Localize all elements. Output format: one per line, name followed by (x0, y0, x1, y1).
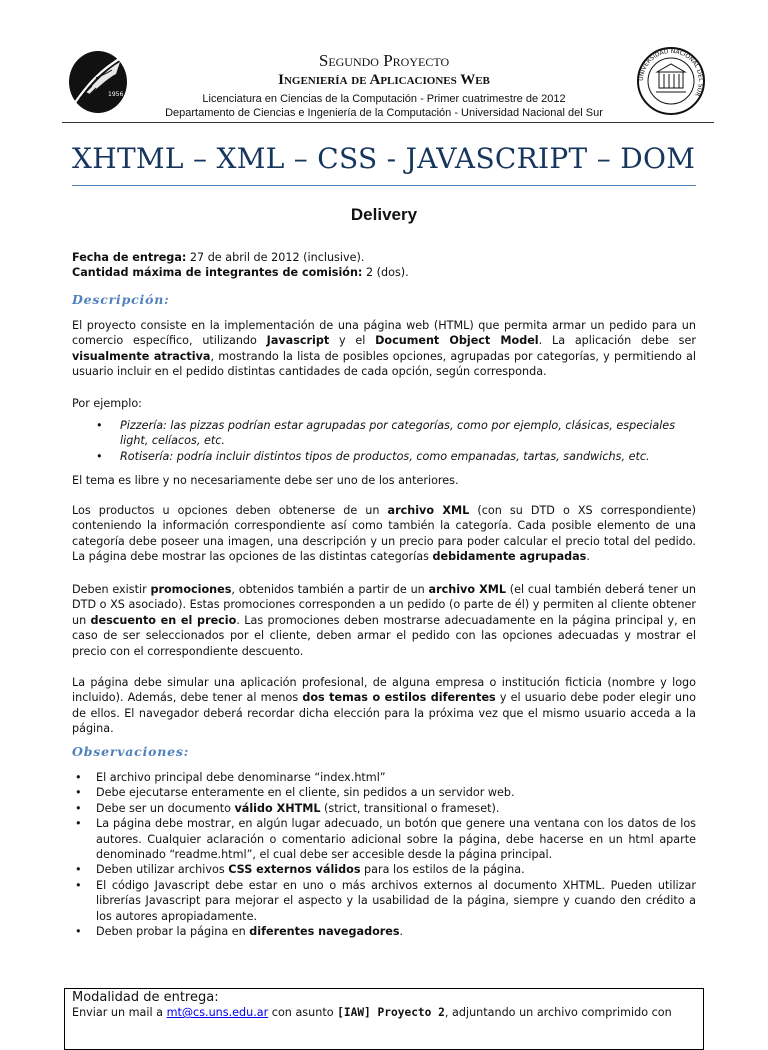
email-link[interactable]: mt@cs.uns.edu.ar (166, 1006, 269, 1019)
list-item: • Deben probar la página en diferentes navegadores. (72, 924, 696, 939)
example-list (72, 418, 696, 464)
paragraph-promociones: Deben existir promociones, obtenidos también a partir de un archivo XML (el cual también deberá tener un DTD o XS asociado). Estas promociones corresponden a un pedido (o parte de él) y permiten al cliente obtener un descuento en el precio. Las promociones deben mostrarse adecuadamente en la página principal y, en caso de ser seleccionados por el cliente, deben armar el pedido con las opciones adecuadas y mostrar el precio con el correspondiente descuento. (72, 583, 697, 658)
page-title: XHTML – XML – CSS - JAVASCRIPT – DOM (72, 142, 696, 175)
list-item: • El archivo principal debe denominarse “index.html” (72, 770, 696, 785)
list-item: • Debe ser un documento válido XHTML (strict, transitional o frameset). (72, 801, 696, 816)
header-divider (62, 122, 714, 123)
paragraph-intro: El proyecto consiste en la implementación de una página web (HTML) que permita armar un pedido para un comercio específico, utilizando Javascript y el Document Object Model. La aplicación debe ser visualmente atractiva, mostrando la lista de posibles opciones, agrupadas por categorías, y permitiendo al usuario incluir en el pedido distintas cantidades de cada opción, según corresponda. (72, 319, 696, 379)
delivery-heading: Modalidad de entrega: (72, 990, 219, 1005)
document-subtitle: Delivery (350, 205, 418, 224)
title-underline (72, 185, 696, 186)
logo-year: 1956 (108, 91, 124, 98)
seal-text: UNIVERSIDAD NACIONAL DEL SUR (637, 47, 705, 98)
list-item: • Rotisería: podría incluir distintos tipos de productos, como empanadas, tartas, sandwichs, etc. (72, 449, 696, 464)
meta-block (72, 250, 696, 281)
delivery-text: Enviar un mail a mt@cs.uns.edu.ar con asunto [IAW] Proyecto 2, adjuntando un archivo comprimido con (72, 1006, 672, 1019)
paragraph-tema: El tema es libre y no necesariamente debe ser uno de los anteriores. (72, 474, 459, 487)
example-label: Por ejemplo: (72, 397, 142, 410)
department-line: Departamento de Ciencias e Ingeniería de la Computación - Universidad Nacional del Sur (165, 107, 603, 119)
team-size: Cantidad máxima de integrantes de comisión: 2 (dos). (72, 266, 409, 280)
course-name: Ingeniería de Aplicaciones Web (278, 72, 490, 88)
list-item: • La página debe mostrar, en algún lugar adecuado, un botón que genere una ventana con los datos de los autores. Cualquier aclaración o comentario adicional sobre la página, debe hacerse en un html aparte denominado “readme.html”, el cual debe ser accesible desde la página principal. (72, 816, 696, 862)
list-item: • Pizzería: las pizzas podrían estar agrupadas por categorías, como por ejemplo, clásicas, especiales light, celíacos, etc. (72, 418, 696, 449)
degree-line: Licenciatura en Ciencias de la Computación - Primer cuatrimestre de 2012 (202, 93, 566, 105)
observations-list (72, 770, 696, 939)
list-item: • Deben utilizar archivos CSS externos válidos para los estilos de la página. (72, 862, 696, 877)
list-item: • Debe ejecutarse enteramente en el cliente, sin pedidos a un servidor web. (72, 785, 696, 800)
paragraph-temas: La página debe simular una aplicación profesional, de alguna empresa o institución ficticia (nombre y logo incluido). Además, debe tener al menos dos temas o estilos diferentes y el usuario debe poder elegir uno de ellos. El navegador deberá recordar dicha elección para la próxima vez que el mismo usuario acceda a la página. (72, 676, 696, 736)
paragraph-xml: Los productos u opciones deben obtenerse de un archivo XML (con su DTD o XS correspondiente) conteniendo la información correspondiente así como también la categoría. Cada posible elemento de una categoría debe poseer una imagen, una descripción y un precio para poder calcular el precio total del pedido. La página debe mostrar las opciones de las distintas categorías debidamente agrupadas. (72, 504, 696, 564)
project-number: Segundo Proyecto (318, 51, 450, 70)
list-item: • El código Javascript debe estar en uno o más archivos externos al documento XHTML. Pueden utilizar librerías Javascript para mejorar el aspecto y la usabilidad de la página, siempre y cuando den crédito a los autores apropiadamente. (72, 878, 696, 924)
section-heading-descripcion: Descripción: (72, 292, 170, 307)
due-date: Fecha de entrega: 27 de abril de 2012 (inclusive). (72, 251, 365, 264)
mail-subject: [IAW] Proyecto 2 (337, 1006, 445, 1019)
section-heading-observaciones: Observaciones: (72, 744, 190, 759)
